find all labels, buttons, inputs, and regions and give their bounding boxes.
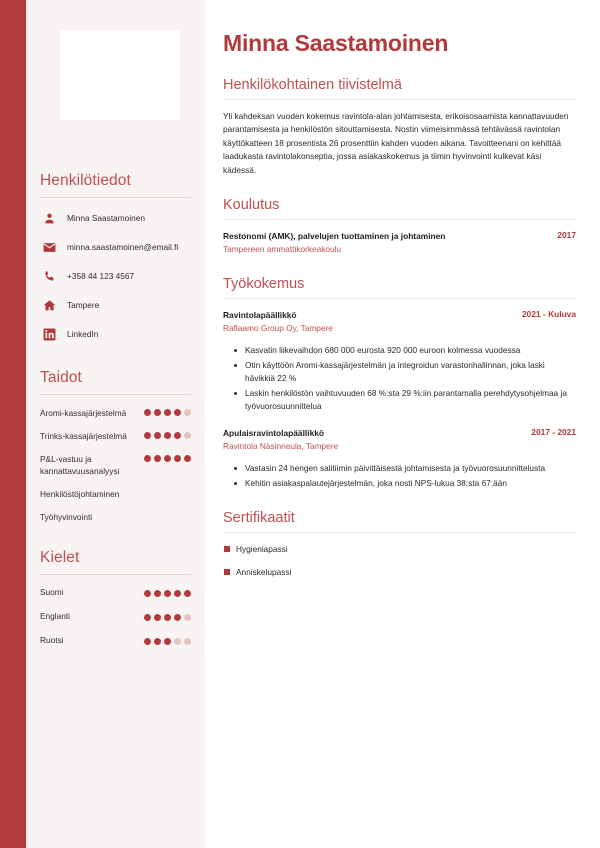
languages-heading: Kielet [40, 549, 80, 567]
certificate-item: Anniskelupassi [236, 566, 576, 578]
job-bullet: Kehitin asiakaspalautejärjestelmän, joka nosti NPS-lukua 38:sta 67:ään [245, 477, 576, 490]
job-bullets [223, 344, 576, 413]
rating-dot [154, 638, 161, 645]
contact-phone-text: +358 44 123 4567 [67, 271, 135, 282]
divider [223, 219, 576, 220]
contact-row-name [40, 210, 191, 227]
education-date: 2017 [557, 230, 576, 241]
rating-dot [144, 638, 151, 645]
education-institution: Tampereen ammattikorkeakoulu [223, 244, 342, 255]
certificate-item: Hygieniapassi [236, 543, 576, 555]
job-employer: Ravintola Näsinneula, Tampere [223, 441, 339, 452]
skill-label: Henkilöstöjohtaminen [40, 489, 120, 500]
skill-rating [144, 453, 191, 462]
language-item [40, 587, 191, 597]
personal-details-heading: Henkilötiedot [40, 172, 131, 189]
language-rating [144, 612, 191, 621]
rating-dot [184, 432, 191, 439]
rating-dot [154, 409, 161, 416]
skill-item [40, 407, 191, 419]
job-bullet: Laskin henkilöstön vaihtuvuuden 68 %:sta 29 %:iin parantamalla perehdytysohjelmaa ja työvuorosuunnittelua [245, 387, 576, 413]
divider [40, 394, 191, 395]
rating-dot [154, 432, 161, 439]
rating-dot [184, 614, 191, 621]
linkedin-icon [40, 328, 58, 341]
rating-dot [164, 409, 171, 416]
entry-header [223, 230, 576, 242]
job-bullet: Kasvatin liikevaihdon 680 000 eurosta 920 000 euroon kolmessa vuodessa [245, 344, 576, 357]
rating-dot [174, 614, 181, 621]
job-bullets [223, 462, 576, 490]
rating-dot [184, 455, 191, 462]
experience-heading: Työkokemus [223, 275, 305, 292]
rating-dot [144, 614, 151, 621]
education-entry [223, 230, 576, 256]
job-bullet: Otin käyttöön Aromi-kassajärjestelmän ja integroidun varastonhallinnan, joka laski hävikkiä 22 % [245, 359, 576, 385]
rating-dot [144, 409, 151, 416]
skill-item [40, 511, 191, 523]
person-icon [40, 212, 58, 225]
profile-photo-placeholder [60, 30, 180, 120]
main-content [205, 0, 600, 848]
contact-name-text: Minna Saastamoinen [67, 213, 145, 224]
rating-dot [184, 638, 191, 645]
education-heading: Koulutus [223, 197, 280, 214]
divider [40, 574, 191, 575]
rating-dot [174, 590, 181, 597]
rating-dot [144, 455, 151, 462]
envelope-icon [40, 241, 58, 254]
section-skills [40, 369, 191, 523]
skill-label: Trinks-kassajärjestelmä [40, 431, 127, 442]
section-experience [223, 276, 576, 490]
section-summary [223, 77, 576, 177]
rating-dot [164, 614, 171, 621]
experience-entry [223, 427, 576, 490]
rating-dot [154, 590, 161, 597]
skill-rating [144, 407, 191, 416]
page-title: Minna Saastamoinen [223, 30, 449, 56]
section-languages [40, 549, 191, 645]
skill-item [40, 453, 191, 477]
language-rating [144, 588, 191, 597]
section-education [223, 197, 576, 256]
rating-dot [174, 409, 181, 416]
education-degree: Restonomi (AMK), palvelujen tuottaminen ja johtaminen [223, 231, 446, 242]
certificates-list [223, 543, 576, 578]
phone-icon [40, 270, 58, 283]
contact-row-phone[interactable] [40, 268, 191, 285]
language-rating [144, 636, 191, 645]
contact-email-text: minna.saastamoinen@email.fi [67, 242, 179, 253]
job-date: 2017 - 2021 [531, 427, 576, 438]
job-title: Apulaisravintolapäällikkö [223, 428, 324, 439]
summary-text: Yli kahdeksan vuoden kokemus ravintola-alan johtamisesta, erikoisosaamista kannattavuuden parantamisesta ja henkilöstön sitouttamisesta. Nostin viimeisimmässä tehtävässä ravintolan käyttökatteen 18 prosentista 26 prosenttiin kahden vuoden aikana. Tavoitteenani on kehittää laadukasta ravintolakonseptia, jossa asiakaskokemus ja tiimin hyvinvointi kulkevat käsi kädessä. [223, 111, 569, 175]
divider [223, 99, 576, 100]
rating-dot [144, 590, 151, 597]
contact-row-email[interactable] [40, 239, 191, 256]
language-label: Ruotsi [40, 635, 64, 646]
divider [40, 197, 191, 198]
contact-row-linkedin[interactable] [40, 326, 191, 343]
contact-location-text: Tampere [67, 300, 100, 311]
skill-item [40, 430, 191, 442]
contact-row-location [40, 297, 191, 314]
rating-dot [174, 432, 181, 439]
left-accent-stripe [0, 0, 26, 848]
rating-dot [174, 455, 181, 462]
language-item [40, 635, 191, 645]
rating-dot [184, 590, 191, 597]
skill-label: P&L-vastuu ja kannattavuusanalyysi [40, 454, 120, 477]
divider [223, 298, 576, 299]
rating-dot [164, 432, 171, 439]
job-employer: Raflaamo Group Oy, Tampere [223, 323, 333, 334]
rating-dot [164, 638, 171, 645]
skill-item [40, 488, 191, 500]
entry-header [223, 427, 576, 439]
rating-dot [154, 455, 161, 462]
summary-heading: Henkilökohtainen tiivistelmä [223, 77, 402, 93]
skill-rating [144, 430, 191, 439]
rating-dot [184, 409, 191, 416]
rating-dot [154, 614, 161, 621]
rating-dot [174, 638, 181, 645]
skill-label: Työhyvinvointi [40, 512, 93, 523]
job-bullet: Vastasin 24 hengen salitiimin päivittäisestä johtamisesta ja työvuorosuunnittelusta [245, 462, 576, 475]
skills-heading: Taidot [40, 369, 82, 386]
certificates-heading: Sertifikaatit [223, 510, 295, 527]
rating-dot [144, 432, 151, 439]
section-certificates [223, 510, 576, 578]
experience-entry [223, 309, 576, 413]
job-title: Ravintolapäällikkö [223, 309, 297, 320]
job-date: 2021 - Kuluva [522, 308, 576, 319]
section-personal-details [40, 172, 191, 343]
rating-dot [164, 455, 171, 462]
home-icon [40, 299, 58, 312]
skill-label: Aromi-kassajärjestelmä [40, 408, 127, 418]
sidebar [26, 0, 205, 848]
language-item [40, 611, 191, 621]
language-label: Suomi [40, 587, 64, 598]
divider [223, 532, 576, 533]
entry-header [223, 309, 576, 321]
rating-dot [164, 590, 171, 597]
contact-linkedin-text: LinkedIn [67, 329, 99, 340]
language-label: Englanti [40, 611, 70, 622]
